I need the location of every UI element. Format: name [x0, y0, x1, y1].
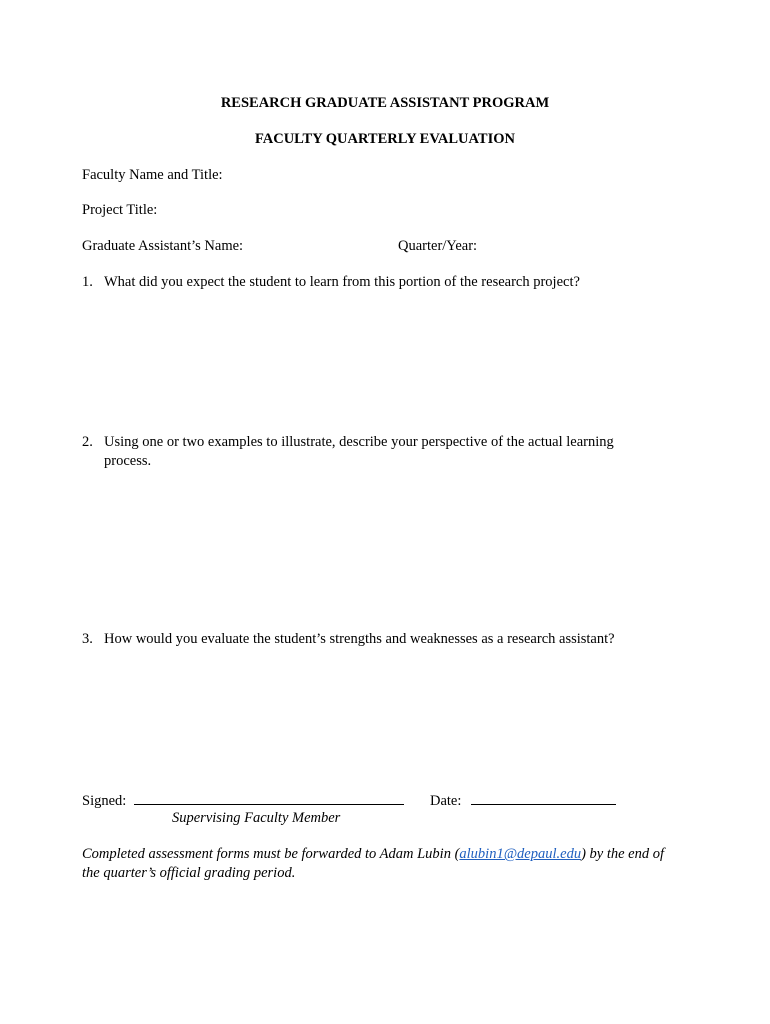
faculty-name-label: Faculty Name and Title: — [82, 167, 223, 183]
note-text-after: ) by the end of the quarter’s official grading period. — [82, 846, 665, 881]
question-text: How would you evaluate the student’s strengths and weaknesses as a research assistant? — [104, 631, 615, 647]
question-number: 3. — [82, 631, 93, 647]
email-link[interactable]: alubin1@depaul.edu — [459, 846, 582, 862]
submission-note — [82, 845, 682, 883]
signer-role: Supervising Faculty Member — [172, 810, 341, 826]
signed-row — [82, 790, 404, 811]
note-text-before: Completed assessment forms must be forwarded to Adam Lubin ( — [82, 846, 460, 862]
project-title-label: Project Title: — [82, 202, 158, 218]
date-label: Date: — [430, 793, 462, 809]
ga-name-label: Graduate Assistant’s Name: — [82, 238, 244, 254]
question-text: What did you expect the student to learn from this portion of the research project? — [104, 274, 580, 290]
date-line[interactable] — [471, 790, 616, 805]
signed-label: Signed: — [82, 793, 127, 809]
question-number: 2. — [82, 434, 93, 450]
date-row — [430, 790, 616, 811]
question-text: Using one or two examples to illustrate, describe your perspective of the actual learning process. — [104, 434, 614, 469]
form-title: FACULTY QUARTERLY EVALUATION — [254, 131, 515, 147]
quarter-year-label: Quarter/Year: — [398, 238, 478, 254]
signature-line[interactable] — [134, 790, 404, 805]
question-number: 1. — [82, 274, 93, 290]
program-title: RESEARCH GRADUATE ASSISTANT PROGRAM — [220, 95, 550, 111]
